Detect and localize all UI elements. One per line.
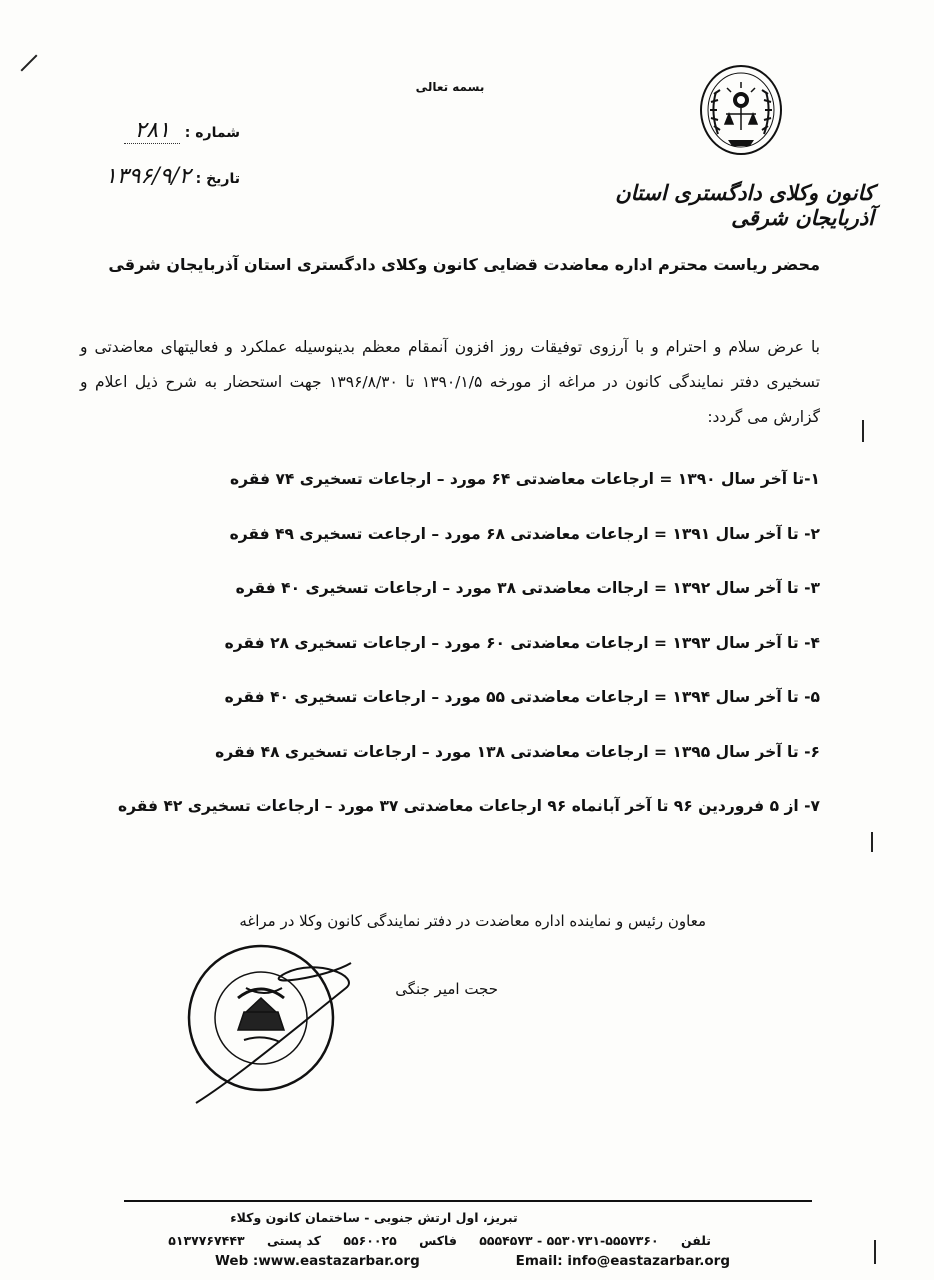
report-item: ۵- تا آخر سال ۱۳۹۴ = ارجاعات معاضدتی ۵۵ مورد – ارجاعات تسخیری ۴۰ فقره (224, 688, 820, 706)
phone-label: تلفن (680, 1233, 711, 1248)
organization-name: کانون وکلای دادگستری استان آذربایجان شرقی (615, 180, 874, 230)
letter-date (60, 164, 240, 189)
report-item: ۲- تا آخر سال ۱۳۹۱ = ارجاعات معاضدتی ۶۸ مورد – ارجاعت تسخیری ۴۹ فقره (229, 524, 820, 543)
report-item: ۶- تا آخر سال ۱۳۹۵ = ارجاعات معاضدتی ۱۳۸ مورد – ارجاعات تسخیری ۴۸ فقره (215, 742, 820, 761)
report-item: ۴- تا آخر سال ۱۳۹۳ = ارجاعات معاضدتی ۶۰ مورد – ارجاعات تسخیری ۲۸ فقره (224, 633, 820, 652)
letter-heading: محضر ریاست محترم اداره معاضدت قضایی کانون وکلای دادگستری استان آذربایجان شرقی (108, 255, 820, 274)
report-item: ۳- تا آخر سال ۱۳۹۲ = ارجاات معاضدتی ۳۸ مورد – ارجاعات تسخیری ۴۰ فقره (235, 579, 820, 597)
scan-mark (874, 1240, 876, 1264)
letter-number-label: شماره : (184, 125, 240, 141)
postal-code-value: ۵۱۳۷۷۶۷۴۴۳ (168, 1233, 245, 1248)
office-stamp-icon (176, 918, 366, 1108)
letter-number (60, 118, 240, 143)
report-item: ۷- از ۵ فروردین ۹۶ تا آخر آبانماه ۹۶ ارجاعات معاضدتی ۳۷ مورد – ارجاعات تسخیری ۴۲ فقره (117, 797, 820, 815)
signatory-name: حجت امیر جنگی (395, 980, 498, 998)
website-link[interactable]: Web :www.eastazarbar.org (215, 1253, 420, 1269)
letter-date-value: ۱۳۹۶/۹/۲ (104, 164, 191, 189)
postal-code-label: کد پستی (266, 1233, 321, 1248)
letter-number-value: ۲۸۱ (124, 118, 179, 144)
scan-mark (862, 420, 864, 442)
fax-label: فاکس (419, 1233, 457, 1248)
signatory-title: معاون رئیس و نماینده اداره معاضدت در دفتر نمایندگی کانون وکلا در مراغه (239, 912, 706, 930)
phone-value: ۵۵۵۷۳۶۰-۵۵۳۰۷۳۱ - ۵۵۵۴۵۷۳ (479, 1233, 659, 1248)
footer-address: تبریز، اول ارتش جنوبی - ساختمان کانون وکلاء (230, 1210, 518, 1225)
scan-mark (871, 832, 873, 852)
report-item: ۱-تا آخر سال ۱۳۹۰ = ارجاعات معاضدتی ۶۴ مورد – ارجاعات تسخیری ۷۴ فقره (229, 470, 820, 488)
email-link[interactable]: Email: info@eastazarbar.org (515, 1253, 730, 1269)
organization-emblem-icon (696, 62, 786, 162)
fax-value: ۵۵۶۰۰۲۵ (343, 1233, 397, 1248)
scan-mark (21, 55, 38, 72)
report-list (90, 462, 820, 844)
footer-contacts (168, 1233, 720, 1248)
bismillah: بسمه تعالی (415, 80, 485, 94)
letter-intro: با عرض سلام و احترام و با آرزوی توفیقات روز افزون آنمقام معظم بدینوسیله عملکرد و فعالیتهای معاضدتی و تسخیری دفتر نمایندگی کانون در مراغه از مورخه ۱۳۹۰/۱/۵ تا ۱۳۹۶/۸/۳۰ جهت استحضار به شرح ذیل اعلام و گزارش می گردد: (80, 338, 821, 426)
letter-date-label: تاریخ : (195, 171, 240, 187)
footer-divider (124, 1200, 812, 1202)
